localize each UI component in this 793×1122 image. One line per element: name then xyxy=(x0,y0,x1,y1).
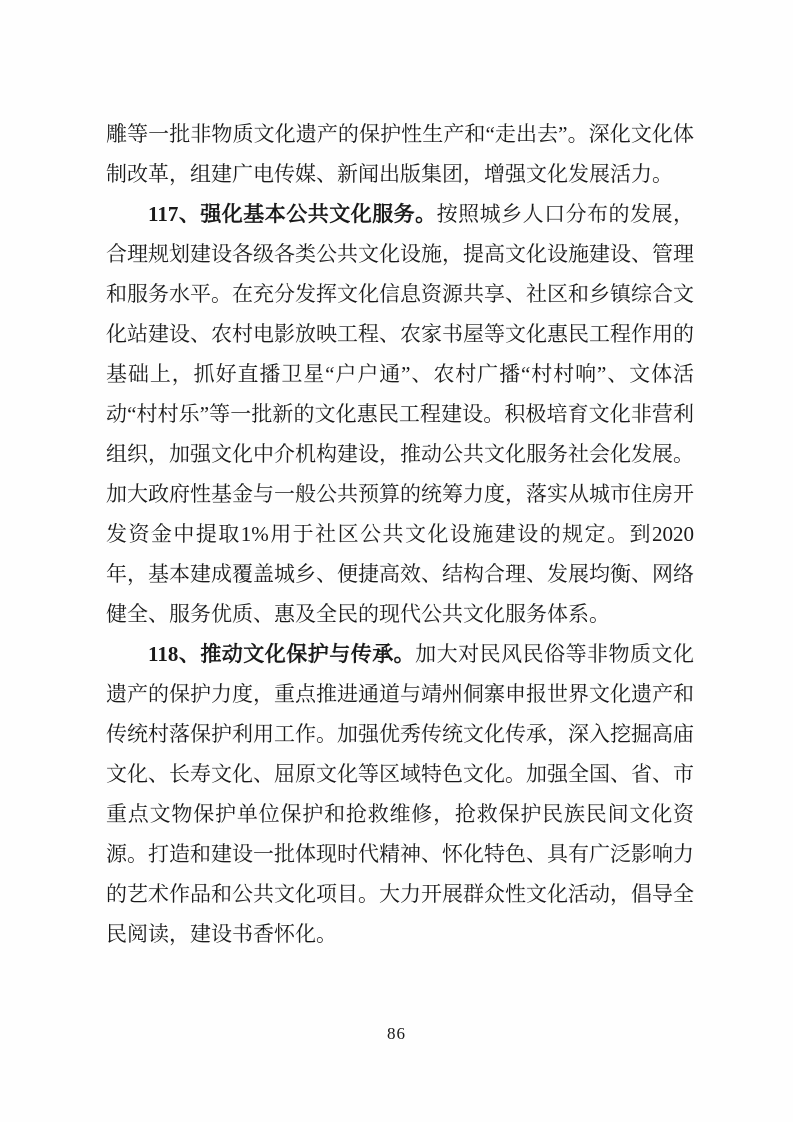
item-118-heading: 118、推动文化保护与传承。 xyxy=(148,642,416,666)
document-body xyxy=(106,114,694,954)
paragraph-continuation xyxy=(106,114,694,194)
page-number: 86 xyxy=(387,1024,406,1043)
item-117-body-text: 按照城乡人口分布的发展，合理规划建设各级各类公共文化设施，提高文化设施建设、管理和服务水平。在充分发挥文化信息资源共享、社区和乡镇综合文化站建设、农村电影放映工程、农家书屋等文化惠民工程作用的基础上，抓好直播卫星“户户通”、农村广播“村村响”、文体活动“村村乐”等一批新的文化惠民工程建设。积极培育文化非营利组织，加强文化中介机构建设，推动公共文化服务社会化发展。加大政府性基金与一般公共预算的统筹力度，落实从城市住房开发资金中提取1%用于社区公共文化设施建设的规定。到2020年，基本建成覆盖城乡、便捷高效、结构合理、发展均衡、网络健全、服务优质、惠及全民的现代公共文化服务体系。 xyxy=(106,202,694,626)
paragraph-item-117 xyxy=(106,194,694,634)
paragraph-continuation-text: 雕等一批非物质文化遗产的保护性生产和“走出去”。深化文化体制改革，组建广电传媒、新闻出版集团，增强文化发展活力。 xyxy=(106,122,694,186)
item-118-body-text: 加大对民风民俗等非物质文化遗产的保护力度，重点推进通道与靖州侗寨申报世界文化遗产和传统村落保护利用工作。加强优秀传统文化传承，深入挖掘高庙文化、长寿文化、屈原文化等区域特色文化。加强全国、省、市重点文物保护单位保护和抢救维修，抢救保护民族民间文化资源。打造和建设一批体现时代精神、怀化特色、具有广泛影响力的艺术作品和公共文化项目。大力开展群众性文化活动，倡导全民阅读，建设书香怀化。 xyxy=(106,642,694,946)
paragraph-item-118 xyxy=(106,634,694,954)
item-117-heading: 117、强化基本公共文化服务。 xyxy=(148,202,437,226)
